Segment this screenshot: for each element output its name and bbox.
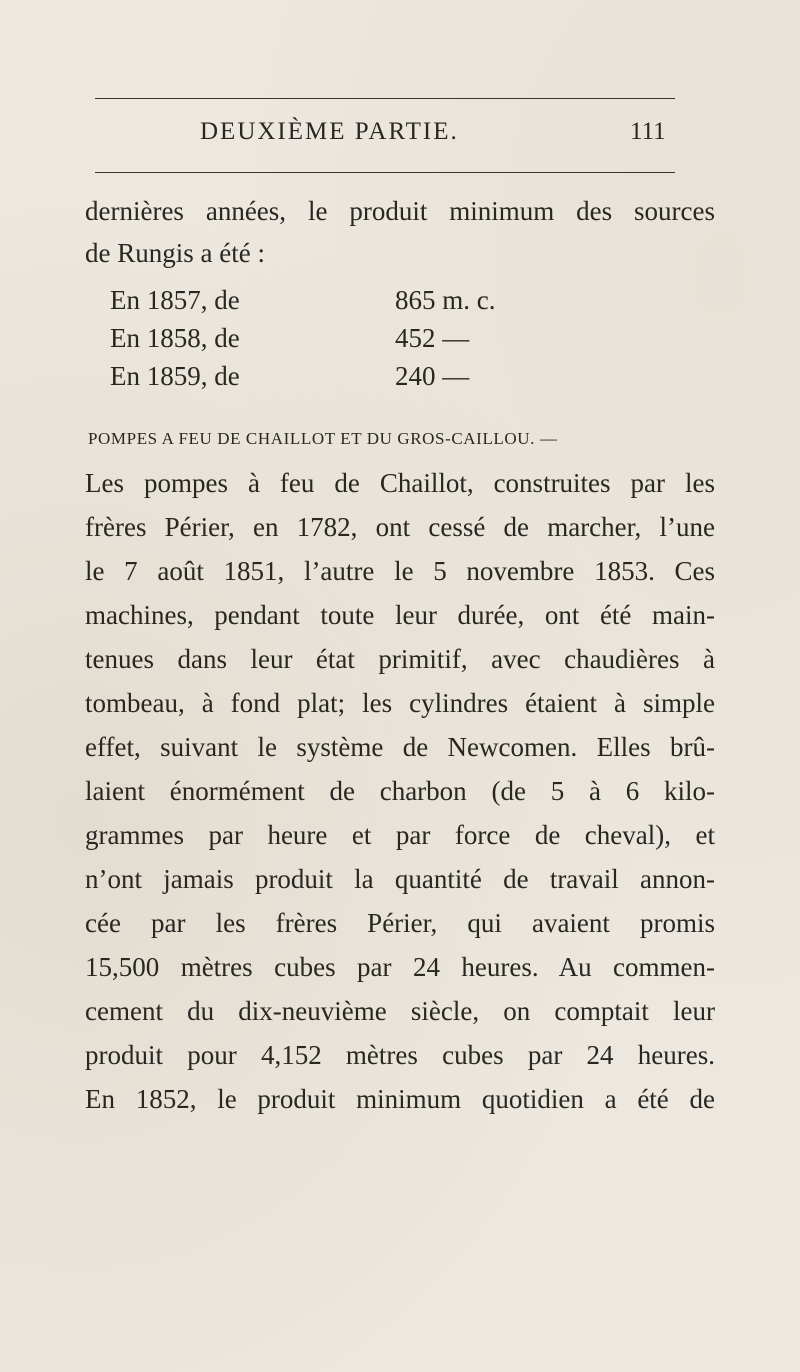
text-line: effet, suivant le système de Newcomen. Elles brû- bbox=[85, 732, 715, 762]
text-line: frères Périer, en 1782, ont cessé de marcher, l’une bbox=[85, 512, 715, 542]
table-row-label: En 1857, de bbox=[110, 285, 240, 315]
text-line: En 1852, le produit minimum quotidien a été de bbox=[85, 1084, 715, 1114]
text-line: cée par les frères Périer, qui avaient promis bbox=[85, 908, 715, 938]
running-title: DEUXIÈME PARTIE. bbox=[200, 118, 459, 145]
text-line: 15,500 mètres cubes par 24 heures. Au commen- bbox=[85, 952, 715, 982]
text-line: tenues dans leur état primitif, avec chaudières à bbox=[85, 644, 715, 674]
table-row-label: En 1858, de bbox=[110, 323, 240, 353]
table-row-value: 865 m. c. bbox=[395, 285, 496, 315]
table-row-value: 452 — bbox=[395, 323, 470, 353]
text-line: laient énormément de charbon (de 5 à 6 kilo- bbox=[85, 776, 715, 806]
text-line: cement du dix-neuvième siècle, on comptait leur bbox=[85, 996, 715, 1026]
table-row-label: En 1859, de bbox=[110, 361, 240, 391]
text-line: n’ont jamais produit la quantité de travail annon- bbox=[85, 864, 715, 894]
header-top-rule bbox=[95, 98, 675, 99]
header-bottom-rule bbox=[95, 172, 675, 173]
running-head bbox=[0, 112, 800, 152]
text-line: dernières années, le produit minimum des sources bbox=[85, 196, 715, 226]
text-line: grammes par heure et par force de cheval), et bbox=[85, 820, 715, 850]
page-number: 111 bbox=[630, 118, 666, 145]
text-line: de Rungis a été : bbox=[85, 238, 265, 268]
text-line: tombeau, à fond plat; les cylindres étaient à simple bbox=[85, 688, 715, 718]
text-line: machines, pendant toute leur durée, ont été main- bbox=[85, 600, 715, 630]
text-line: produit pour 4,152 mètres cubes par 24 heures. bbox=[85, 1040, 715, 1070]
text-line: le 7 août 1851, l’autre le 5 novembre 1853. Ces bbox=[85, 556, 715, 586]
table-row-value: 240 — bbox=[395, 361, 470, 391]
section-heading: POMPES A FEU DE CHAILLOT ET DU GROS-CAILLOU. — bbox=[88, 429, 558, 448]
text-line: Les pompes à feu de Chaillot, construites par les bbox=[85, 468, 715, 498]
